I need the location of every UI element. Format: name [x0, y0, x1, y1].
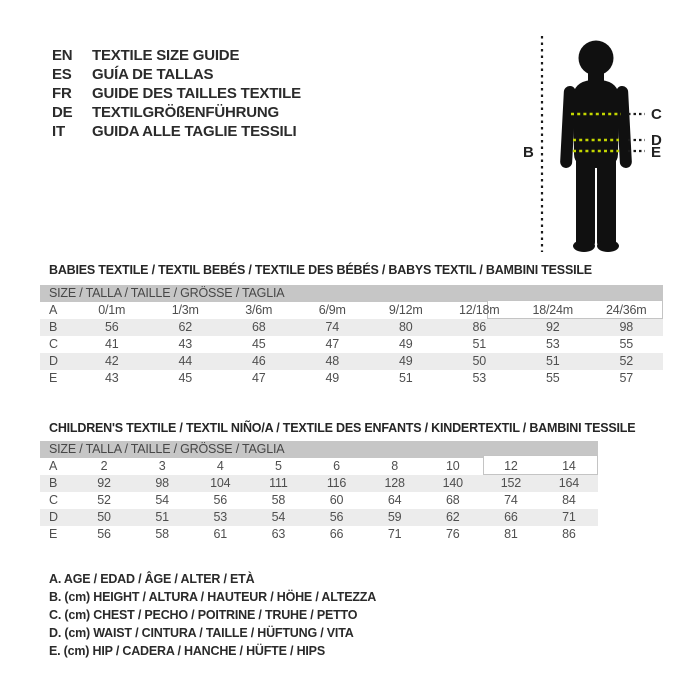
child-silhouette-figure [515, 22, 685, 257]
table-row [40, 302, 663, 319]
table-row [40, 336, 663, 353]
children-section-title: CHILDREN'S TEXTILE / TEXTIL NIÑO/A / TEXTILE DES ENFANTS / KINDERTEXTIL / BAMBINI TESSILE [49, 421, 636, 435]
table-cell: 52 [97, 493, 111, 507]
table-cell: 64 [387, 493, 402, 507]
table-cell: 86 [472, 320, 486, 334]
chest-label: C [651, 106, 662, 123]
babies-size-table [40, 285, 663, 387]
size-header-label: SIZE / TALLA / TAILLE / GRÖSSE / TAGLIA [49, 442, 285, 456]
table-cell: 45 [178, 371, 192, 385]
table-cell: 3/6m [245, 303, 273, 317]
table-cell: 71 [387, 527, 402, 541]
language-title-list [52, 46, 301, 141]
legend-item: E. (cm) HIP / CADERA / HANCHE / HÜFTE / HIPS [49, 644, 325, 658]
language-code: EN [52, 47, 73, 64]
table-cell: 43 [104, 371, 119, 385]
table-cell: 62 [445, 510, 460, 524]
table-cell: 140 [442, 476, 463, 490]
language-row [52, 46, 301, 65]
table-cell: 58 [271, 493, 286, 507]
table-cell: 47 [251, 371, 266, 385]
table-cell: 45 [251, 337, 266, 351]
table-cell: 86 [562, 527, 576, 541]
row-label: B [49, 320, 58, 334]
table-cell: 111 [269, 476, 288, 490]
table-row [40, 526, 598, 543]
row-label: B [49, 476, 58, 490]
table-cell: 53 [213, 510, 228, 524]
table-cell: 24/36m [606, 303, 647, 317]
table-cell: 42 [104, 354, 119, 368]
table-cell: 55 [545, 371, 560, 385]
table-cell: 74 [325, 320, 339, 334]
language-title: GUIDE DES TAILLES TEXTILE [92, 85, 301, 102]
row-label: E [49, 527, 58, 541]
row-label: D [49, 354, 58, 368]
table-cell: 53 [472, 371, 486, 385]
table-cell: 81 [504, 527, 518, 541]
table-cell: 56 [329, 510, 344, 524]
babies-section-title: BABIES TEXTILE / TEXTIL BEBÉS / TEXTILE DES BÉBÉS / BABYS TEXTIL / BAMBINI TESSILE [49, 263, 592, 277]
legend-item: A. AGE / EDAD / ÂGE / ALTER / ETÀ [49, 572, 255, 586]
table-cell: 152 [500, 476, 521, 490]
table-cell: 54 [271, 510, 286, 524]
table-cell: 56 [213, 493, 228, 507]
table-cell: 66 [329, 527, 344, 541]
table-cell: 55 [619, 337, 633, 351]
table-cell: 12 [504, 459, 518, 473]
table-row [40, 353, 663, 370]
legend-item: B. (cm) HEIGHT / ALTURA / HAUTEUR / HÖHE / ALTEZZA [49, 590, 377, 604]
table-cell: 12/18m [459, 303, 500, 317]
table-row [40, 458, 598, 475]
table-cell: 49 [398, 354, 413, 368]
table-cell: 98 [619, 320, 633, 334]
language-code: ES [52, 66, 72, 83]
table-cell: 58 [155, 527, 169, 541]
table-cell: 9/12m [388, 303, 423, 317]
table-cell: 80 [398, 320, 413, 334]
table-row [40, 475, 598, 492]
table-cell: 44 [178, 354, 192, 368]
language-title: GUIDA ALLE TAGLIE TESSILI [92, 123, 297, 140]
table-cell: 6 [333, 459, 340, 473]
table-cell: 56 [104, 320, 119, 334]
table-cell: 2 [100, 459, 108, 473]
table-cell: 56 [97, 527, 111, 541]
table-cell: 71 [562, 510, 576, 524]
language-title: TEXTILGRÖßENFÜHRUNG [92, 104, 280, 121]
table-cell: 66 [504, 510, 518, 524]
table-row [40, 370, 663, 387]
waist-label: D [651, 132, 662, 149]
table-cell: 46 [251, 354, 266, 368]
table-cell: 76 [445, 527, 460, 541]
table-cell: 5 [275, 459, 282, 473]
language-title: GUÍA DE TALLAS [92, 66, 214, 83]
row-label: C [49, 337, 58, 351]
table-cell: 52 [619, 354, 633, 368]
language-row [52, 84, 301, 103]
table-cell: 60 [329, 493, 344, 507]
row-label: E [49, 371, 58, 385]
table-cell: 8 [391, 459, 398, 473]
table-cell: 62 [178, 320, 192, 334]
size-header-label: SIZE / TALLA / TAILLE / GRÖSSE / TAGLIA [49, 286, 285, 300]
table-cell: 68 [445, 493, 460, 507]
table-cell: 47 [325, 337, 339, 351]
row-label: C [49, 493, 58, 507]
language-title: TEXTILE SIZE GUIDE [92, 47, 240, 64]
table-cell: 49 [325, 371, 339, 385]
table-cell: 68 [251, 320, 266, 334]
table-cell: 92 [545, 320, 560, 334]
table-cell: 10 [445, 459, 460, 473]
measurement-legend [49, 570, 376, 660]
table-cell: 48 [325, 354, 339, 368]
language-code: FR [52, 85, 72, 102]
table-cell: 51 [155, 510, 169, 524]
table-cell: 50 [97, 510, 111, 524]
language-row [52, 103, 301, 122]
legend-item: D. (cm) WAIST / CINTURA / TAILLE / HÜFTUNG / VITA [49, 626, 354, 640]
height-label: B [523, 144, 534, 161]
table-cell: 50 [472, 354, 486, 368]
table-cell: 54 [155, 493, 169, 507]
table-cell: 41 [104, 337, 119, 351]
row-label: A [49, 303, 58, 317]
table-row [40, 319, 663, 336]
legend-item: C. (cm) CHEST / PECHO / POITRINE / TRUHE / PETTO [49, 608, 358, 622]
table-cell: 14 [562, 459, 576, 473]
language-row [52, 65, 301, 84]
language-row [52, 122, 301, 141]
language-code: IT [52, 123, 65, 140]
table-cell: 59 [387, 510, 402, 524]
table-cell: 53 [545, 337, 560, 351]
child-silhouette [560, 41, 632, 253]
hip-label: E [651, 144, 661, 161]
table-row [40, 509, 598, 526]
table-cell: 51 [398, 371, 413, 385]
table-cell: 104 [210, 476, 231, 490]
language-code: DE [52, 104, 73, 121]
table-cell: 49 [398, 337, 413, 351]
row-label: A [49, 459, 58, 473]
table-cell: 51 [472, 337, 486, 351]
table-cell: 92 [97, 476, 111, 490]
table-cell: 0/1m [98, 303, 126, 317]
table-row [40, 492, 598, 509]
table-cell: 164 [558, 476, 580, 490]
children-size-table [40, 441, 598, 543]
table-cell: 43 [178, 337, 192, 351]
table-cell: 61 [213, 527, 228, 541]
table-cell: 51 [545, 354, 560, 368]
table-cell: 74 [504, 493, 518, 507]
table-cell: 116 [326, 476, 347, 490]
table-cell: 18/24m [532, 303, 573, 317]
table-cell: 1/3m [171, 303, 199, 317]
table-cell: 84 [562, 493, 576, 507]
table-cell: 4 [216, 459, 224, 473]
table-cell: 63 [271, 527, 286, 541]
table-cell: 98 [155, 476, 169, 490]
table-cell: 3 [158, 459, 166, 473]
table-cell: 57 [619, 371, 633, 385]
table-cell: 128 [384, 476, 405, 490]
table-cell: 6/9m [318, 303, 346, 317]
row-label: D [49, 510, 58, 524]
